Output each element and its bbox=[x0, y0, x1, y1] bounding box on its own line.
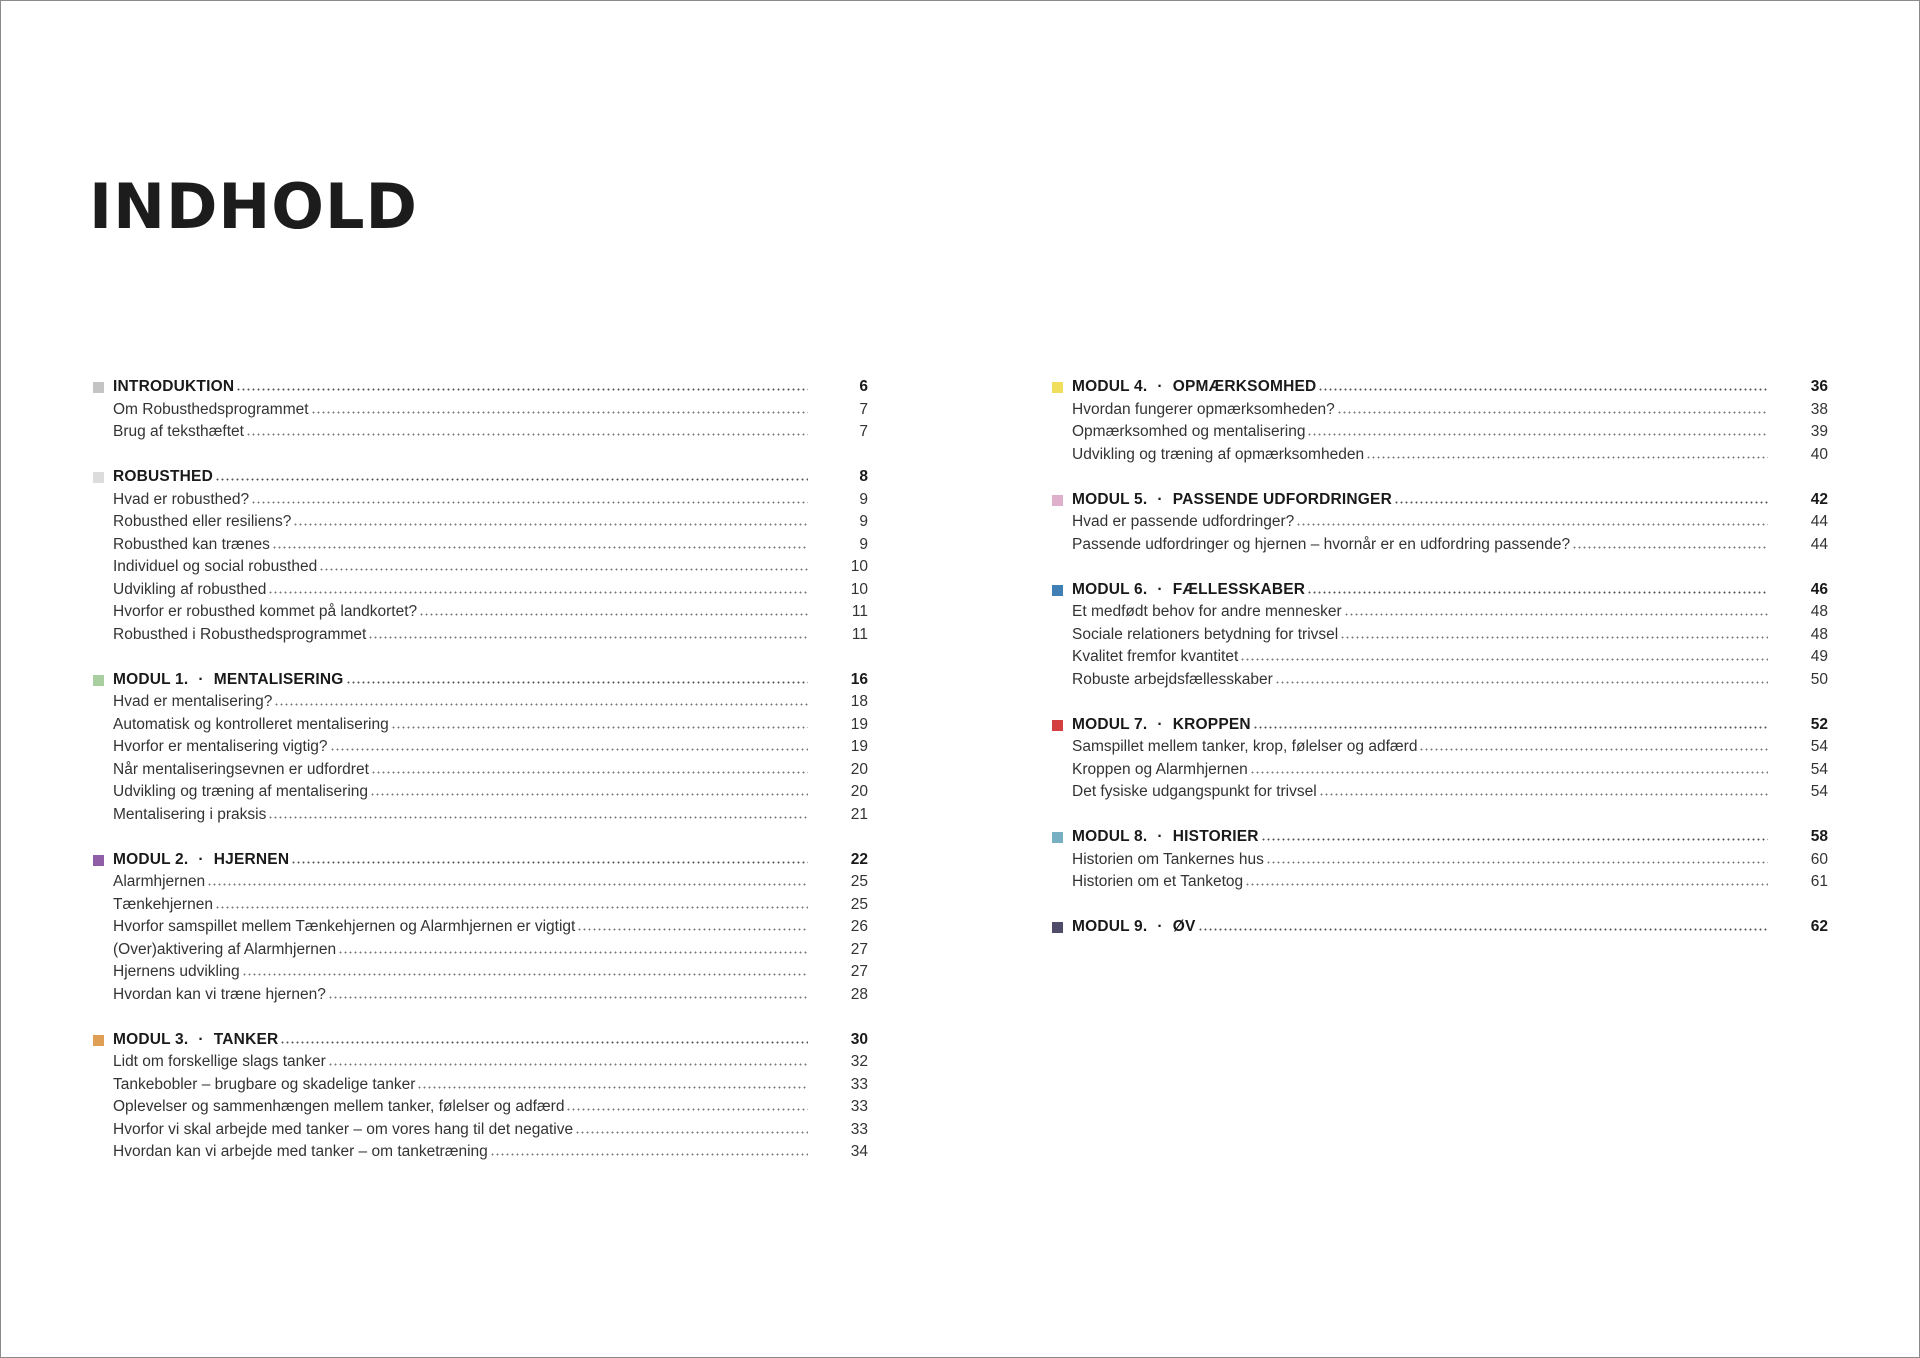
entry-title: Oplevelser og sammenhængen mellem tanker, følelser og adfærd bbox=[113, 1098, 565, 1115]
toc-entry[interactable] bbox=[93, 421, 868, 444]
page-number: 9 bbox=[859, 513, 868, 530]
toc-entry[interactable] bbox=[1052, 646, 1828, 669]
dot-leader bbox=[1394, 492, 1768, 504]
page-number: 33 bbox=[850, 1098, 868, 1115]
dot-leader bbox=[207, 874, 808, 886]
page-number: 54 bbox=[1810, 760, 1828, 778]
entry-title: Tænkehjernen bbox=[113, 895, 213, 913]
dot-leader bbox=[311, 402, 808, 414]
toc-entry[interactable] bbox=[93, 534, 868, 557]
page-number: 28 bbox=[850, 985, 868, 1003]
section-color-marker bbox=[93, 472, 104, 483]
dot-leader bbox=[215, 897, 808, 909]
entry-title: Kvalitet fremfor kvantitet bbox=[1072, 648, 1239, 665]
bullet-separator: · bbox=[1157, 828, 1163, 845]
dot-leader bbox=[417, 1077, 808, 1089]
dot-leader bbox=[319, 559, 808, 571]
toc-section bbox=[1052, 714, 1828, 804]
module-title: KROPPEN bbox=[1172, 715, 1251, 733]
section-color-marker bbox=[1052, 495, 1063, 506]
toc-section-heading[interactable] bbox=[93, 849, 868, 872]
module-number: MODUL 6. bbox=[1072, 580, 1148, 598]
toc-entry[interactable] bbox=[1052, 759, 1828, 782]
module-title: TANKER bbox=[213, 1030, 279, 1048]
toc-entry[interactable] bbox=[93, 1074, 868, 1097]
section-title: INTRODUKTION bbox=[113, 378, 235, 395]
entry-title: Et medfødt behov for andre mennesker bbox=[1072, 603, 1342, 620]
page-number: 38 bbox=[1810, 400, 1828, 418]
page-number: 58 bbox=[1810, 828, 1828, 845]
dot-leader bbox=[1318, 379, 1768, 391]
section-color-marker bbox=[93, 855, 104, 866]
toc-entry[interactable] bbox=[93, 691, 868, 714]
dot-leader bbox=[1340, 627, 1768, 639]
bullet-separator: · bbox=[1157, 580, 1163, 598]
page-number: 21 bbox=[850, 805, 868, 823]
module-title: PASSENDE UDFORDRINGER bbox=[1172, 490, 1392, 508]
toc-entry[interactable] bbox=[1052, 444, 1828, 467]
dot-leader bbox=[268, 807, 808, 819]
dot-leader bbox=[490, 1144, 808, 1156]
entry-title: Hvordan fungerer opmærksomheden? bbox=[1072, 400, 1335, 418]
page-number: 25 bbox=[850, 873, 868, 890]
section-title bbox=[1072, 826, 1259, 849]
page-number: 11 bbox=[851, 625, 868, 643]
page-number: 27 bbox=[850, 963, 868, 980]
toc-entry[interactable] bbox=[1052, 511, 1828, 534]
dot-leader bbox=[1275, 672, 1768, 684]
page-number: 19 bbox=[850, 738, 868, 755]
dot-leader bbox=[236, 379, 808, 391]
module-number: MODUL 8. bbox=[1072, 828, 1148, 845]
page-number: 19 bbox=[850, 715, 868, 733]
toc-section bbox=[93, 466, 868, 646]
page-number: 30 bbox=[850, 1030, 868, 1048]
module-number: MODUL 3. bbox=[113, 1030, 189, 1048]
section-title bbox=[1072, 916, 1196, 939]
toc-entry[interactable] bbox=[93, 1096, 868, 1119]
section-title bbox=[1072, 714, 1251, 737]
entry-title: (Over)aktivering af Alarmhjernen bbox=[113, 940, 337, 958]
entry-title: Hvorfor samspillet mellem Tænkehjernen og Alarmhjernen er vigtigt bbox=[113, 918, 576, 935]
module-title: HJERNEN bbox=[213, 850, 290, 868]
toc-entry[interactable] bbox=[93, 556, 868, 579]
dot-leader bbox=[1307, 424, 1768, 436]
page-number: 9 bbox=[859, 535, 868, 553]
dot-leader bbox=[246, 424, 808, 436]
bullet-separator: · bbox=[198, 850, 204, 868]
toc-section-heading[interactable] bbox=[1052, 376, 1828, 399]
section-color-marker bbox=[93, 675, 104, 686]
page-number: 39 bbox=[1810, 423, 1828, 440]
entry-title: Robuste arbejdsfællesskaber bbox=[1072, 670, 1273, 688]
page-number: 42 bbox=[1810, 490, 1828, 508]
section-title bbox=[113, 849, 289, 872]
page-number: 33 bbox=[850, 1120, 868, 1138]
page-number: 54 bbox=[1810, 738, 1828, 755]
toc-section-heading[interactable] bbox=[93, 669, 868, 692]
toc-entry[interactable] bbox=[1052, 669, 1828, 692]
toc-entry[interactable] bbox=[93, 601, 868, 624]
module-title: ØV bbox=[1172, 918, 1196, 935]
entry-title: Robusthed eller resiliens? bbox=[113, 513, 292, 530]
toc-entry[interactable] bbox=[93, 916, 868, 939]
page-number: 46 bbox=[1810, 580, 1828, 598]
toc-entry[interactable] bbox=[93, 871, 868, 894]
toc-entry[interactable] bbox=[93, 894, 868, 917]
dot-leader bbox=[242, 964, 808, 976]
page-number: 25 bbox=[850, 895, 868, 913]
entry-title: Udvikling og træning af mentalisering bbox=[113, 783, 369, 800]
bullet-separator: · bbox=[198, 670, 204, 688]
bullet-separator: · bbox=[1157, 490, 1163, 508]
module-number: MODUL 9. bbox=[1072, 918, 1148, 935]
toc-entry[interactable] bbox=[1052, 421, 1828, 444]
dot-leader bbox=[1319, 784, 1768, 796]
page-number: 54 bbox=[1810, 783, 1828, 800]
entry-title: Hjernens udvikling bbox=[113, 963, 240, 980]
dot-leader bbox=[1198, 919, 1768, 931]
dot-leader bbox=[280, 1032, 808, 1044]
bullet-separator: · bbox=[1157, 715, 1163, 733]
entry-title: Robusthed kan trænes bbox=[113, 535, 270, 553]
page-number: 11 bbox=[851, 603, 868, 620]
dot-leader bbox=[293, 514, 808, 526]
toc-entry[interactable] bbox=[93, 961, 868, 984]
module-title: MENTALISERING bbox=[213, 670, 344, 688]
dot-leader bbox=[575, 1122, 808, 1134]
toc-entry[interactable] bbox=[93, 759, 868, 782]
toc-entry[interactable] bbox=[93, 804, 868, 827]
module-number: MODUL 4. bbox=[1072, 378, 1148, 395]
page-title: INDHOLD bbox=[89, 170, 418, 243]
toc-entry[interactable] bbox=[1052, 849, 1828, 872]
toc-entry[interactable] bbox=[93, 624, 868, 647]
page-number: 62 bbox=[1810, 918, 1828, 935]
toc-entry[interactable] bbox=[93, 579, 868, 602]
dot-leader bbox=[330, 739, 808, 751]
dot-leader bbox=[370, 784, 808, 796]
section-color-marker bbox=[1052, 922, 1063, 933]
toc-section-heading[interactable] bbox=[93, 466, 868, 489]
entry-title: Hvad er robusthed? bbox=[113, 490, 250, 508]
dot-leader bbox=[328, 987, 808, 999]
toc-section-heading[interactable] bbox=[1052, 826, 1828, 849]
dot-leader bbox=[1337, 402, 1768, 414]
toc-entry[interactable] bbox=[93, 399, 868, 422]
entry-title: Sociale relationers betydning for trivsel bbox=[1072, 625, 1339, 643]
entry-title: Robusthed i Robusthedsprogrammet bbox=[113, 625, 367, 643]
dot-leader bbox=[1296, 514, 1768, 526]
page-number: 20 bbox=[850, 760, 868, 778]
toc-section bbox=[1052, 489, 1828, 557]
dot-leader bbox=[338, 942, 808, 954]
entry-title: Alarmhjernen bbox=[113, 873, 206, 890]
section-title bbox=[113, 669, 344, 692]
dot-leader bbox=[1307, 582, 1768, 594]
page-number: 49 bbox=[1810, 648, 1828, 665]
module-title: HISTORIER bbox=[1172, 828, 1259, 845]
entry-title: Hvordan kan vi arbejde med tanker – om tanketræning bbox=[113, 1143, 488, 1160]
page-number: 18 bbox=[850, 693, 868, 710]
entry-title: Brug af teksthæftet bbox=[113, 423, 244, 440]
dot-leader bbox=[419, 604, 808, 616]
page-number: 48 bbox=[1810, 625, 1828, 643]
entry-title: Individuel og social robusthed bbox=[113, 558, 318, 575]
module-number: MODUL 5. bbox=[1072, 490, 1148, 508]
dot-leader bbox=[577, 919, 808, 931]
dot-leader bbox=[1245, 874, 1768, 886]
toc-entry[interactable] bbox=[93, 781, 868, 804]
toc-section-heading[interactable] bbox=[1052, 489, 1828, 512]
page-number: 9 bbox=[859, 490, 868, 508]
toc-section bbox=[93, 1029, 868, 1164]
entry-title: Tankebobler – brugbare og skadelige tanker bbox=[113, 1075, 416, 1093]
page-number: 44 bbox=[1810, 535, 1828, 553]
toc-section bbox=[93, 376, 868, 444]
dot-leader bbox=[371, 762, 808, 774]
bullet-separator: · bbox=[198, 1030, 204, 1048]
dot-leader bbox=[328, 1054, 808, 1066]
section-title bbox=[1072, 376, 1316, 399]
page-number: 22 bbox=[850, 850, 868, 868]
toc-entry[interactable] bbox=[1052, 781, 1828, 804]
entry-title: Historien om Tankernes hus bbox=[1072, 850, 1264, 868]
page-number: 8 bbox=[859, 468, 868, 485]
module-number: MODUL 2. bbox=[113, 850, 189, 868]
page-number: 48 bbox=[1810, 603, 1828, 620]
toc-section bbox=[93, 669, 868, 827]
toc-entry[interactable] bbox=[93, 489, 868, 512]
dot-leader bbox=[1366, 447, 1768, 459]
toc-section bbox=[1052, 376, 1828, 466]
toc-section bbox=[93, 849, 868, 1007]
module-number: MODUL 7. bbox=[1072, 715, 1148, 733]
section-color-marker bbox=[1052, 382, 1063, 393]
page-number: 44 bbox=[1810, 513, 1828, 530]
entry-title: Hvorfor vi skal arbejde med tanker – om vores hang til det negative bbox=[113, 1120, 574, 1138]
dot-leader bbox=[1250, 762, 1768, 774]
entry-title: Udvikling og træning af opmærksomheden bbox=[1072, 445, 1365, 463]
page-number: 7 bbox=[859, 400, 868, 418]
dot-leader bbox=[268, 582, 808, 594]
toc-section-heading[interactable] bbox=[1052, 579, 1828, 602]
toc-entry[interactable] bbox=[1052, 871, 1828, 894]
entry-title: Hvorfor er mentalisering vigtig? bbox=[113, 738, 328, 755]
dot-leader bbox=[368, 627, 808, 639]
entry-title: Lidt om forskellige slags tanker bbox=[113, 1053, 326, 1070]
page-number: 10 bbox=[850, 580, 868, 598]
page-number: 36 bbox=[1810, 378, 1828, 395]
toc-section bbox=[1052, 579, 1828, 692]
toc-entry[interactable] bbox=[1052, 399, 1828, 422]
toc-entry[interactable] bbox=[93, 1051, 868, 1074]
entry-title: Hvad er passende udfordringer? bbox=[1072, 513, 1295, 530]
entry-title: Automatisk og kontrolleret mentalisering bbox=[113, 715, 389, 733]
toc-column-left bbox=[93, 376, 868, 1186]
toc-section bbox=[1052, 826, 1828, 894]
section-color-marker bbox=[1052, 720, 1063, 731]
entry-title: Hvorfor er robusthed kommet på landkortet? bbox=[113, 603, 418, 620]
toc-entry[interactable] bbox=[1052, 601, 1828, 624]
dot-leader bbox=[274, 694, 808, 706]
page-number: 6 bbox=[859, 378, 868, 395]
toc-section-heading[interactable] bbox=[1052, 916, 1828, 939]
toc-entry[interactable] bbox=[1052, 624, 1828, 647]
dot-leader bbox=[215, 469, 808, 481]
entry-title: Samspillet mellem tanker, krop, følelser og adfærd bbox=[1072, 738, 1418, 755]
toc-section-heading[interactable] bbox=[93, 376, 868, 399]
section-color-marker bbox=[1052, 585, 1063, 596]
section-color-marker bbox=[93, 1035, 104, 1046]
bullet-separator: · bbox=[1157, 378, 1163, 395]
entry-title: Hvad er mentalisering? bbox=[113, 693, 273, 710]
section-title bbox=[1072, 579, 1305, 602]
entry-title: Mentalisering i praksis bbox=[113, 805, 267, 823]
module-title: OPMÆRKSOMHED bbox=[1172, 378, 1317, 395]
dot-leader bbox=[1266, 852, 1768, 864]
entry-title: Historien om et Tanketog bbox=[1072, 873, 1244, 890]
page-number: 27 bbox=[850, 940, 868, 958]
dot-leader bbox=[1572, 537, 1768, 549]
page-number: 50 bbox=[1810, 670, 1828, 688]
page-number: 32 bbox=[850, 1053, 868, 1070]
dot-leader bbox=[1419, 739, 1768, 751]
page-number: 52 bbox=[1810, 715, 1828, 733]
section-title bbox=[113, 1029, 278, 1052]
toc-entry[interactable] bbox=[93, 714, 868, 737]
entry-title: Passende udfordringer og hjernen – hvornår er en udfordring passende? bbox=[1072, 535, 1571, 553]
dot-leader bbox=[346, 672, 808, 684]
toc-section-heading[interactable] bbox=[1052, 714, 1828, 737]
dot-leader bbox=[272, 537, 808, 549]
entry-title: Om Robusthedsprogrammet bbox=[113, 400, 309, 418]
dot-leader bbox=[1240, 649, 1768, 661]
page-number: 33 bbox=[850, 1075, 868, 1093]
page-number: 34 bbox=[850, 1143, 868, 1160]
page-number: 20 bbox=[850, 783, 868, 800]
entry-title: Opmærksomhed og mentalisering bbox=[1072, 423, 1306, 440]
page-number: 7 bbox=[859, 423, 868, 440]
entry-title: Hvordan kan vi træne hjernen? bbox=[113, 985, 326, 1003]
toc-column-right bbox=[1052, 376, 1828, 961]
toc-entry[interactable] bbox=[1052, 736, 1828, 759]
toc-entry[interactable] bbox=[93, 939, 868, 962]
toc-section-heading[interactable] bbox=[93, 1029, 868, 1052]
module-title: FÆLLESSKABER bbox=[1172, 580, 1306, 598]
toc-entry[interactable] bbox=[93, 511, 868, 534]
entry-title: Det fysiske udgangspunkt for trivsel bbox=[1072, 783, 1317, 800]
page-number: 26 bbox=[850, 918, 868, 935]
dot-leader bbox=[291, 852, 808, 864]
page-number: 16 bbox=[850, 670, 868, 688]
section-title: ROBUSTHED bbox=[113, 468, 213, 485]
dot-leader bbox=[1261, 829, 1768, 841]
entry-title: Kroppen og Alarmhjernen bbox=[1072, 760, 1248, 778]
toc-entry[interactable] bbox=[1052, 534, 1828, 557]
dot-leader bbox=[391, 717, 808, 729]
section-title bbox=[1072, 489, 1392, 512]
page-number: 10 bbox=[850, 558, 868, 575]
page-number: 61 bbox=[1810, 873, 1828, 890]
page-number: 40 bbox=[1810, 445, 1828, 463]
toc-entry[interactable] bbox=[93, 736, 868, 759]
dot-leader bbox=[1344, 604, 1768, 616]
dot-leader bbox=[1253, 717, 1768, 729]
entry-title: Når mentaliseringsevnen er udfordret bbox=[113, 760, 369, 778]
dot-leader bbox=[566, 1099, 808, 1111]
dot-leader bbox=[251, 492, 808, 504]
module-number: MODUL 1. bbox=[113, 670, 189, 688]
entry-title: Udvikling af robusthed bbox=[113, 580, 267, 598]
toc-entry[interactable] bbox=[93, 1119, 868, 1142]
page-number: 60 bbox=[1810, 850, 1828, 868]
bullet-separator: · bbox=[1157, 918, 1163, 935]
section-color-marker bbox=[1052, 832, 1063, 843]
toc-entry[interactable] bbox=[93, 1141, 868, 1164]
toc-section bbox=[1052, 916, 1828, 939]
toc-entry[interactable] bbox=[93, 984, 868, 1007]
section-color-marker bbox=[93, 382, 104, 393]
